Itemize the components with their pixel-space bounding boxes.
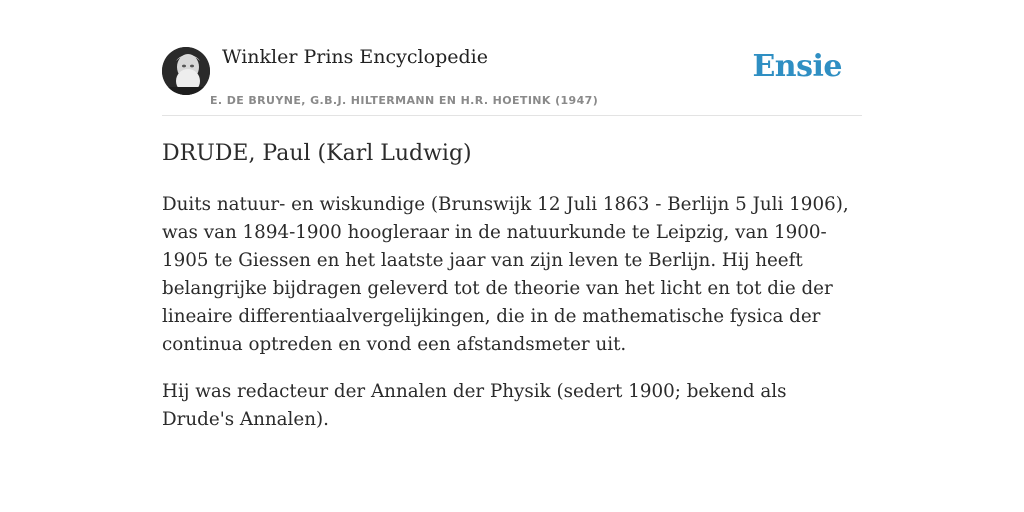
article-container: [162, 0, 862, 434]
article-paragraph: Duits natuur- en wiskundige (Brunswijk 12 Juli 1863 - Berlijn 5 Juli 1906), was van 1894-1900 hoogleraar in de natuurkunde te Leipzig, van 1900-1905 te Giessen en het laatste jaar van zijn leven te Berlijn. Hij heeft belangrijke bijdragen geleverd tot de theorie van het licht en tot die der lineaire differentiaalvergelijkingen, die in de mathematische fysica der continua optreden en vond een afstandsmeter uit.: [162, 194, 849, 355]
article-paragraph: Hij was redacteur der Annalen der Physik (sedert 1900; bekend als Drude's Annalen).: [162, 381, 787, 430]
portrait-icon: [162, 47, 210, 95]
author-avatar[interactable]: [162, 47, 210, 95]
article-body: [162, 191, 862, 434]
article-title: DRUDE, Paul (Karl Ludwig): [162, 141, 472, 166]
source-title[interactable]: Winkler Prins Encyclopedie: [222, 46, 488, 68]
authors-line: E. DE BRUYNE, G.B.J. HILTERMANN EN H.R. HOETINK (1947): [210, 94, 599, 107]
source-header: [162, 0, 862, 116]
ensie-logo[interactable]: Ensie: [752, 49, 842, 84]
